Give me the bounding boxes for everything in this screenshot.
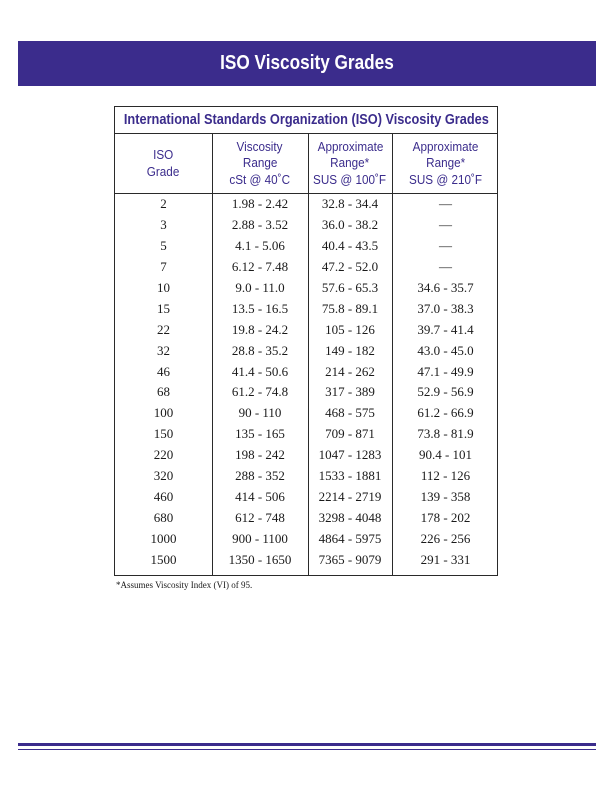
iso-grade-cell: 10 — [157, 280, 170, 295]
table-row — [115, 194, 497, 215]
sus-210f-cell: 39.7 - 41.4 — [417, 321, 474, 337]
table-row — [115, 549, 497, 570]
cst-40c-cell: 612 - 748 — [235, 509, 285, 525]
header-sus-210f — [392, 134, 499, 193]
header-line: Range — [242, 155, 278, 171]
table-row — [115, 257, 497, 278]
table-row — [115, 486, 497, 507]
table-row — [115, 507, 497, 528]
sus-210f-cell: 43.0 - 45.0 — [417, 342, 474, 358]
sus-100f-cell: 1047 - 1283 — [318, 447, 382, 463]
sus-210f-cell: 291 - 331 — [420, 551, 471, 567]
header-sus-100f — [308, 134, 392, 193]
table-row — [115, 361, 497, 382]
header-line: ISO — [153, 147, 174, 162]
header-line: cSt @ 40˚C — [229, 171, 291, 187]
iso-grade-cell: 320 — [153, 468, 174, 484]
sus-210f-cell: 139 - 358 — [420, 488, 471, 504]
iso-grade-cell: 100 — [153, 405, 174, 421]
iso-grade-cell: 46 — [157, 363, 170, 379]
table-row — [115, 528, 497, 549]
sus-100f-cell: 36.0 - 38.2 — [321, 217, 379, 233]
header-line: SUS @ 210˚F — [408, 171, 483, 187]
sus-100f-cell: 32.8 - 34.4 — [321, 196, 379, 212]
header-line: Approximate — [317, 138, 383, 154]
table-row — [115, 278, 497, 299]
sus-100f-cell: 75.8 - 89.1 — [321, 300, 379, 316]
sus-100f-cell: 40.4 - 43.5 — [321, 238, 379, 254]
cst-40c-cell: 6.12 - 7.48 — [231, 259, 289, 275]
sus-210f-cell: 112 - 126 — [420, 468, 471, 484]
table-row — [115, 466, 497, 487]
table-body — [115, 194, 497, 570]
cst-40c-cell: 1350 - 1650 — [228, 551, 292, 567]
page-banner — [18, 41, 596, 86]
cst-40c-cell: 2.88 - 3.52 — [231, 217, 289, 233]
sus-210f-cell: — — [439, 217, 452, 233]
sus-100f-cell: 214 - 262 — [325, 363, 375, 379]
sus-100f-cell: 149 - 182 — [325, 342, 375, 358]
header-line: SUS @ 100˚F — [313, 171, 387, 187]
table-row — [115, 236, 497, 257]
table-row — [115, 445, 497, 466]
sus-100f-cell: 4864 - 5975 — [318, 530, 382, 546]
page-title: ISO Viscosity Grades — [220, 52, 394, 74]
footnote: *Assumes Viscosity Index (VI) of 95. — [116, 580, 253, 590]
cst-40c-cell: 288 - 352 — [235, 468, 285, 484]
footer-rule — [18, 743, 596, 746]
cst-40c-cell: 9.0 - 11.0 — [235, 280, 285, 295]
header-line: Approximate — [412, 138, 479, 154]
iso-grade-cell: 5 — [160, 238, 167, 254]
iso-grade-cell: 7 — [160, 259, 167, 275]
header-line: Range* — [425, 155, 466, 171]
sus-100f-cell: 317 - 389 — [325, 384, 375, 400]
sus-100f-cell: 3298 - 4048 — [318, 509, 382, 525]
sus-210f-cell: 73.8 - 81.9 — [417, 426, 474, 442]
sus-100f-cell: 468 - 575 — [325, 405, 375, 421]
sus-100f-cell: 2214 - 2719 — [318, 488, 382, 504]
sus-210f-cell: 37.0 - 38.3 — [417, 300, 474, 316]
cst-40c-cell: 135 - 165 — [235, 426, 285, 442]
sus-210f-cell: 90.4 - 101 — [418, 447, 473, 463]
header-viscosity-range — [212, 134, 308, 193]
table-title — [115, 107, 497, 134]
cst-40c-cell: 28.8 - 35.2 — [231, 342, 289, 358]
sus-100f-cell: 1533 - 1881 — [318, 468, 382, 484]
table-row — [115, 215, 497, 236]
header-line: Range* — [330, 155, 370, 171]
sus-210f-cell: 226 - 256 — [420, 530, 471, 546]
cst-40c-cell: 19.8 - 24.2 — [231, 321, 289, 337]
sus-210f-cell: 178 - 202 — [420, 509, 471, 525]
iso-grade-cell: 1000 — [150, 530, 177, 546]
footer-rule — [18, 749, 596, 750]
iso-grade-cell: 3 — [160, 217, 167, 233]
cst-40c-cell: 4.1 - 5.06 — [235, 238, 285, 254]
table-row — [115, 298, 497, 319]
cst-40c-cell: 1.98 - 2.42 — [231, 196, 289, 212]
cst-40c-cell: 198 - 242 — [235, 447, 285, 463]
iso-grade-cell: 32 — [157, 342, 170, 358]
header-iso-grade — [115, 134, 212, 193]
cst-40c-cell: 61.2 - 74.8 — [231, 384, 289, 400]
sus-100f-cell: 57.6 - 65.3 — [321, 280, 379, 295]
sus-210f-cell: 47.1 - 49.9 — [417, 363, 474, 379]
iso-grade-cell: 15 — [157, 300, 170, 316]
iso-grade-cell: 1500 — [150, 551, 177, 567]
viscosity-grades-table — [114, 106, 498, 576]
header-line: Grade — [147, 163, 180, 179]
table-row — [115, 340, 497, 361]
iso-grade-cell: 680 — [153, 509, 174, 525]
sus-210f-cell: 52.9 - 56.9 — [417, 384, 474, 400]
table-row — [115, 424, 497, 445]
table-title-text: International Standards Organization (ISO) Viscosity Grades — [123, 112, 489, 128]
iso-grade-cell: 150 — [153, 426, 174, 442]
sus-210f-cell: — — [439, 238, 452, 254]
table-row — [115, 403, 497, 424]
iso-grade-cell: 2 — [160, 196, 167, 212]
header-line: Viscosity — [237, 138, 283, 154]
table-header-row — [115, 134, 497, 194]
sus-210f-cell: 61.2 - 66.9 — [417, 405, 474, 421]
cst-40c-cell: 41.4 - 50.6 — [231, 363, 289, 379]
iso-grade-cell: 22 — [157, 321, 170, 337]
table-row — [115, 382, 497, 403]
sus-100f-cell: 709 - 871 — [325, 426, 375, 442]
cst-40c-cell: 900 - 1100 — [232, 530, 288, 546]
cst-40c-cell: 13.5 - 16.5 — [231, 300, 289, 316]
sus-100f-cell: 7365 - 9079 — [318, 551, 382, 567]
iso-grade-cell: 220 — [153, 447, 174, 463]
cst-40c-cell: 90 - 110 — [238, 405, 282, 421]
iso-grade-cell: 460 — [153, 488, 174, 504]
sus-210f-cell: — — [439, 259, 452, 275]
iso-grade-cell: 68 — [157, 384, 170, 400]
sus-210f-cell: — — [439, 196, 452, 212]
sus-210f-cell: 34.6 - 35.7 — [417, 280, 474, 295]
table-row — [115, 319, 497, 340]
cst-40c-cell: 414 - 506 — [235, 488, 285, 504]
sus-100f-cell: 47.2 - 52.0 — [321, 259, 379, 275]
sus-100f-cell: 105 - 126 — [325, 321, 375, 337]
